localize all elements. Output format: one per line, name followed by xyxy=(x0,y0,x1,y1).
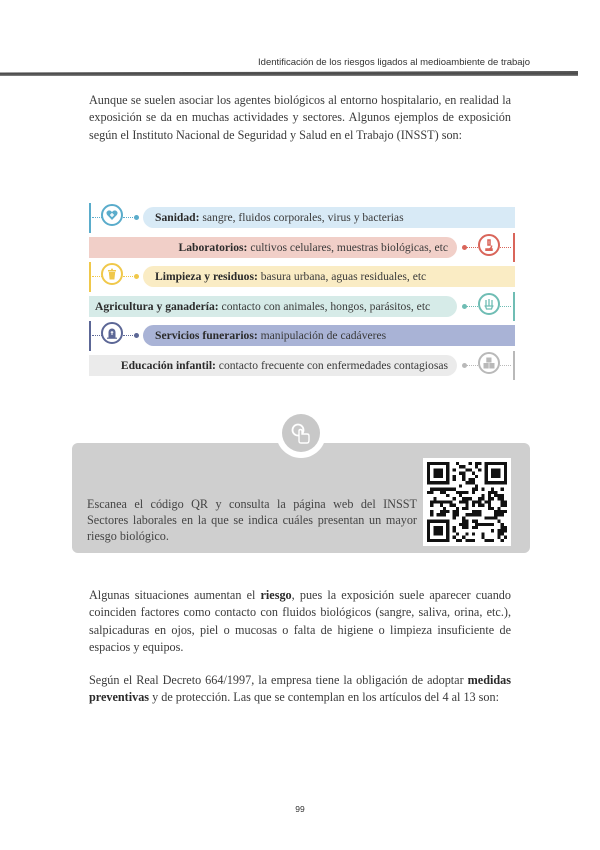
microscope-icon xyxy=(478,234,500,256)
sector-accent-bar xyxy=(513,233,515,263)
preventive-measures-term: medidas preventivas xyxy=(89,673,511,705)
sector-row xyxy=(89,321,515,351)
trash-bin-icon xyxy=(101,263,123,285)
sector-accent-bar xyxy=(89,203,91,233)
abc-blocks-icon xyxy=(478,352,500,374)
sector-label: Sanidad: sangre, fluidos corporales, virus y bacterias xyxy=(143,207,515,228)
qr-callout-notch xyxy=(276,408,326,458)
risk-term: riesgo xyxy=(260,588,292,602)
qr-callout-text: Escanea el código QR y consulta la página web del INSST Sectores laborales en la que se indica cuáles presentan un mayor riesgo biológico. xyxy=(87,497,417,543)
sector-row xyxy=(89,203,515,233)
sector-label: Educación infantil: contacto frecuente con enfermedades contagiosas xyxy=(89,355,457,376)
qr-code[interactable] xyxy=(423,458,511,546)
page-number: 99 xyxy=(295,804,305,814)
sector-row xyxy=(89,262,515,292)
sector-row xyxy=(89,233,515,263)
sector-label: Laboratorios: cultivos celulares, muestras biológicas, etc xyxy=(89,237,457,258)
sector-label: Agricultura y ganadería: contacto con animales, hongos, parásitos, etc xyxy=(89,296,457,317)
sector-accent-bar xyxy=(89,321,91,351)
sector-list xyxy=(89,203,515,380)
sector-label: Limpieza y residuos: basura urbana, aguas residuales, etc xyxy=(143,266,515,287)
sector-label: Servicios funerarios: manipulación de cadáveres xyxy=(143,325,515,346)
measures-paragraph: Según el Real Decreto 664/1997, la empresa tiene la obligación de adoptar medidas preventivas y de protección. Las que se contemplan en los artículos del 4 al 13 son: xyxy=(89,673,511,705)
sector-row xyxy=(89,292,515,322)
sector-accent-bar xyxy=(89,262,91,292)
running-head: Identificación de los riesgos ligados al medioambiente de trabajo xyxy=(258,57,530,68)
heart-plus-icon xyxy=(101,204,123,226)
sector-row xyxy=(89,351,515,381)
sector-accent-bar xyxy=(513,292,515,322)
touch-hand-icon xyxy=(282,414,320,452)
sector-accent-bar xyxy=(513,351,515,381)
risk-paragraph: Algunas situaciones aumentan el riesgo, pues la exposición suele aparecer cuando coinciden factores como contacto con fluidos biológicos (sangre, saliva, orina, etc.), salpicaduras en ojos, piel o mucosas o falta de higiene o limpieza insuficiente de espacios y equipos. xyxy=(89,588,511,654)
header-rule xyxy=(0,71,578,76)
crops-icon xyxy=(478,293,500,315)
intro-paragraph: Aunque se suelen asociar los agentes biológicos al entorno hospitalario, en realidad la exposición se da en muchas actividades y sectores. Algunos ejemplos de exposición según el Instituto Nacional de Seguridad y Salud en el Trabajo (INSST) son: xyxy=(89,93,511,142)
tombstone-icon xyxy=(101,322,123,344)
